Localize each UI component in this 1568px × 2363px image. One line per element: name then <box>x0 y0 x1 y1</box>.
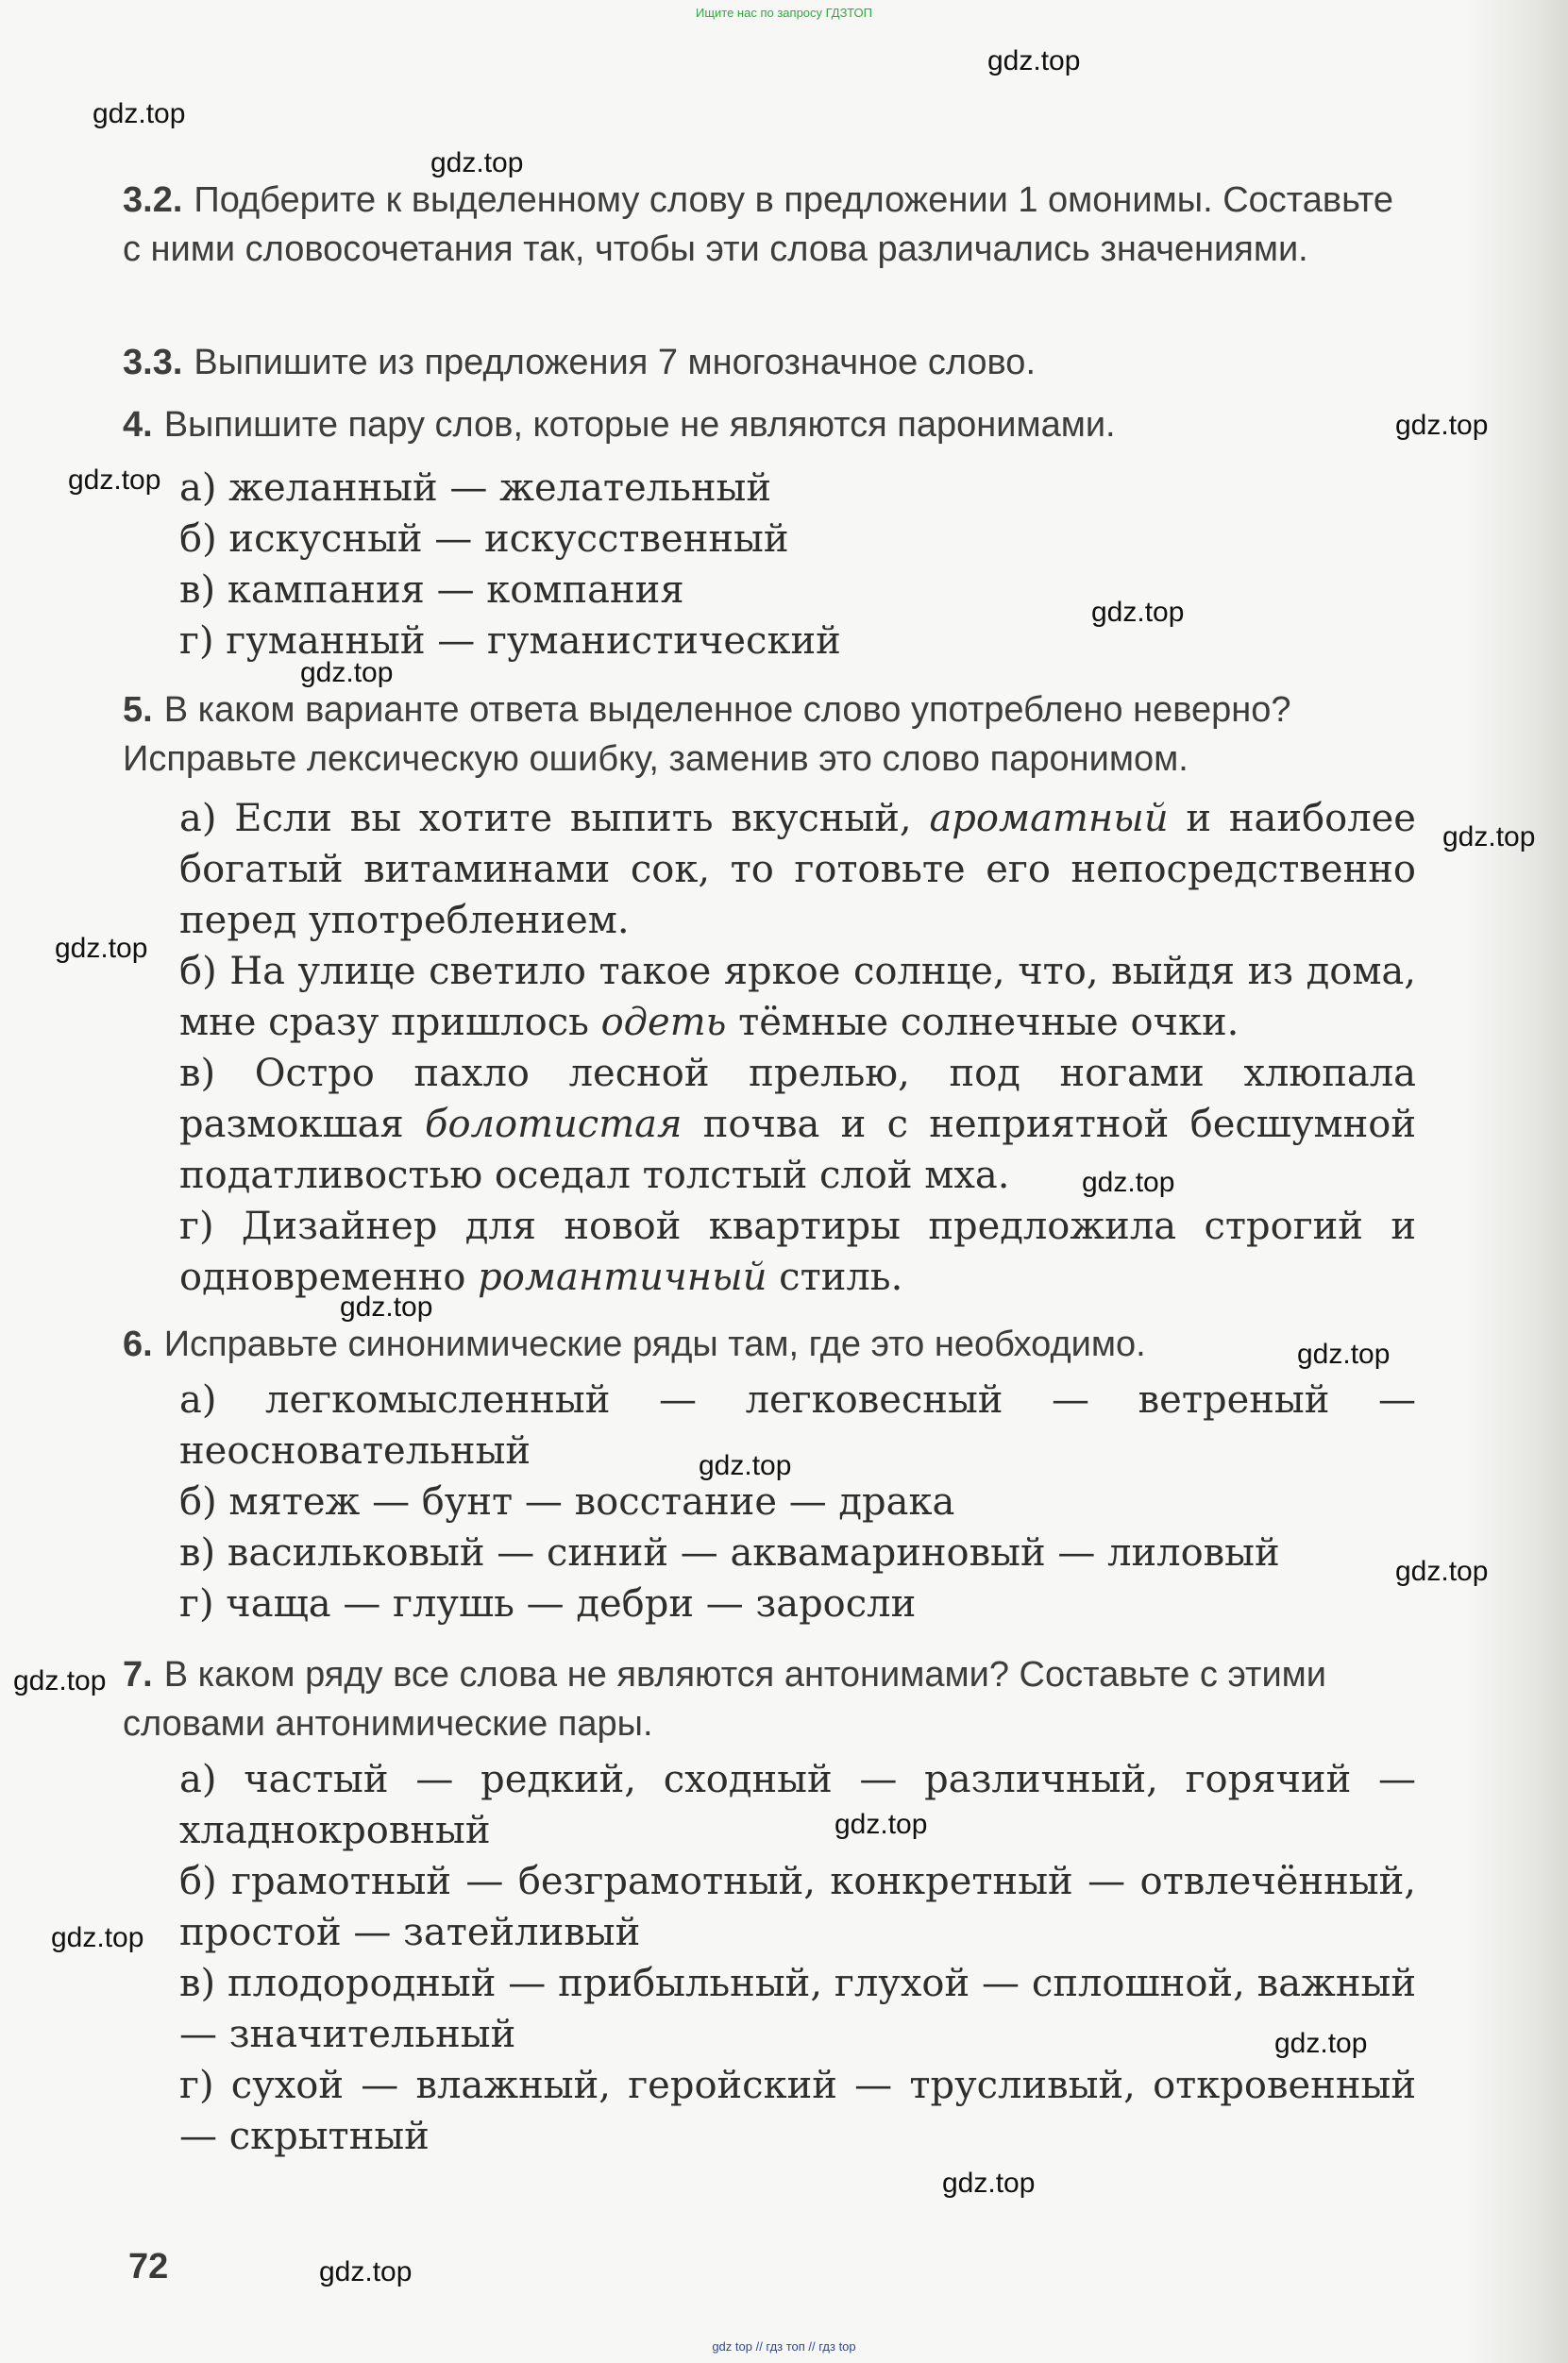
watermark: gdz.top <box>1082 1167 1175 1198</box>
watermark: gdz.top <box>699 1450 792 1481</box>
task-7 <box>123 1650 1416 1748</box>
watermark: gdz.top <box>1442 821 1536 852</box>
watermark: gdz.top <box>1395 410 1489 441</box>
task-text: В каком варианте ответа выделенное слово употреблено неверно? Исправьте лексическую ошибку, заменив это слово паронимом. <box>123 690 1291 779</box>
watermark: gdz.top <box>1274 2028 1368 2059</box>
task-6 <box>123 1320 1416 1369</box>
task-text: Выпишите из предложения 7 многозначное слово. <box>194 343 1036 382</box>
option-text: тёмные солнечные очки. <box>726 1001 1239 1044</box>
highlighted-word: одеть <box>600 1001 727 1044</box>
option-b: б) мятеж — бунт — восстание — драка <box>179 1480 955 1524</box>
option-a <box>179 793 1416 946</box>
option-c <box>179 1048 1416 1201</box>
task-text: Выпишите пару слов, которые не являются паронимами. <box>163 405 1116 445</box>
highlighted-word: романтичный <box>478 1256 767 1299</box>
task-text: Подберите к выделенному слову в предложении 1 омонимы. Составьте с ними словосочетания так, чтобы эти слова различались значениями. <box>123 180 1394 269</box>
watermark: gdz.top <box>300 657 394 688</box>
option-a: а) желанный — желательный <box>179 466 772 510</box>
option-c: в) васильковый — синий — аквамариновый — лиловый <box>179 1531 1280 1575</box>
top-banner[interactable]: Ищите нас по запросу ГДЗТОП <box>695 6 872 20</box>
watermark: gdz.top <box>13 1665 107 1696</box>
option-text: стиль. <box>767 1256 903 1299</box>
watermark: gdz.top <box>55 933 148 964</box>
task-number: 7. <box>123 1655 153 1695</box>
option-text: почва и с неприятной бесшумной податливостью оседал толстый слой мха. <box>179 1103 1417 1197</box>
option-d: г) сухой — влажный, геройский — трусливый, откровенный — скрытный <box>179 2064 1416 2158</box>
option-b: б) грамотный — безграмотный, конкретный — отвлечённый, простой — затейливый <box>179 1860 1416 1954</box>
highlighted-word: болотистая <box>425 1103 683 1146</box>
option-b: б) искусный — искусственный <box>179 517 789 561</box>
task-number: 4. <box>123 405 153 445</box>
option-c: в) кампания — компания <box>179 568 684 612</box>
option-text: а) Если вы хотите выпить вкусный, <box>179 797 930 840</box>
watermark: gdz.top <box>93 98 186 129</box>
highlighted-word: ароматный <box>929 797 1169 840</box>
option-d: г) гуманный — гуманистический <box>179 619 841 663</box>
watermark: gdz.top <box>1297 1339 1391 1370</box>
watermark: gdz.top <box>68 464 161 496</box>
task-3-2 <box>123 176 1416 274</box>
task-number: 5. <box>123 690 153 730</box>
task-number: 3.2. <box>123 180 183 220</box>
option-c: в) плодородный — прибыльный, глухой — сплошной, важный — значительный <box>179 1962 1416 2056</box>
option-a: а) легкомысленный — легковесный — ветреный — неосновательный <box>179 1378 1416 1473</box>
watermark: gdz.top <box>987 45 1081 76</box>
watermark: gdz.top <box>430 147 524 178</box>
task-3-3 <box>123 338 1416 387</box>
page-edge-shadow <box>1464 0 1568 2363</box>
task-text: Исправьте синонимические ряды там, где это необходимо. <box>163 1325 1146 1364</box>
task-text: В каком ряду все слова не являются антонимами? Составьте с этими словами антонимические пары. <box>123 1655 1327 1744</box>
watermark: gdz.top <box>319 2256 413 2287</box>
option-b <box>179 946 1416 1048</box>
option-d <box>179 1201 1416 1303</box>
option-text: и наиболее богатый витаминами сок, то готовьте его непосредственно перед употреблением. <box>179 797 1416 942</box>
option-text: б) На улице светило такое яркое солнце, что, выйдя из дома, мне сразу пришлось <box>179 950 1416 1044</box>
task-number: 3.3. <box>123 343 183 382</box>
option-text: г) Дизайнер для новой квартиры предложила строгий и одновременно <box>179 1205 1416 1299</box>
option-a: а) частый — редкий, сходный — различный, горячий — хладнокровный <box>179 1758 1416 1852</box>
watermark: gdz.top <box>1395 1556 1489 1587</box>
bottom-banner[interactable]: gdz top // гдз топ // гдз top <box>712 2339 856 2354</box>
page-number: 72 <box>128 2247 169 2287</box>
watermark: gdz.top <box>340 1291 433 1323</box>
task-number: 6. <box>123 1325 153 1364</box>
watermark: gdz.top <box>835 1809 928 1840</box>
task-4 <box>123 400 1416 449</box>
watermark: gdz.top <box>51 1922 144 1953</box>
task-5 <box>123 685 1416 784</box>
watermark: gdz.top <box>1091 597 1185 628</box>
option-text: в) Остро пахло лесной прелью, под ногами хлюпала размокшая <box>179 1052 1416 1146</box>
option-d: г) чаща — глушь — дебри — заросли <box>179 1582 917 1626</box>
watermark: gdz.top <box>942 2168 1036 2199</box>
